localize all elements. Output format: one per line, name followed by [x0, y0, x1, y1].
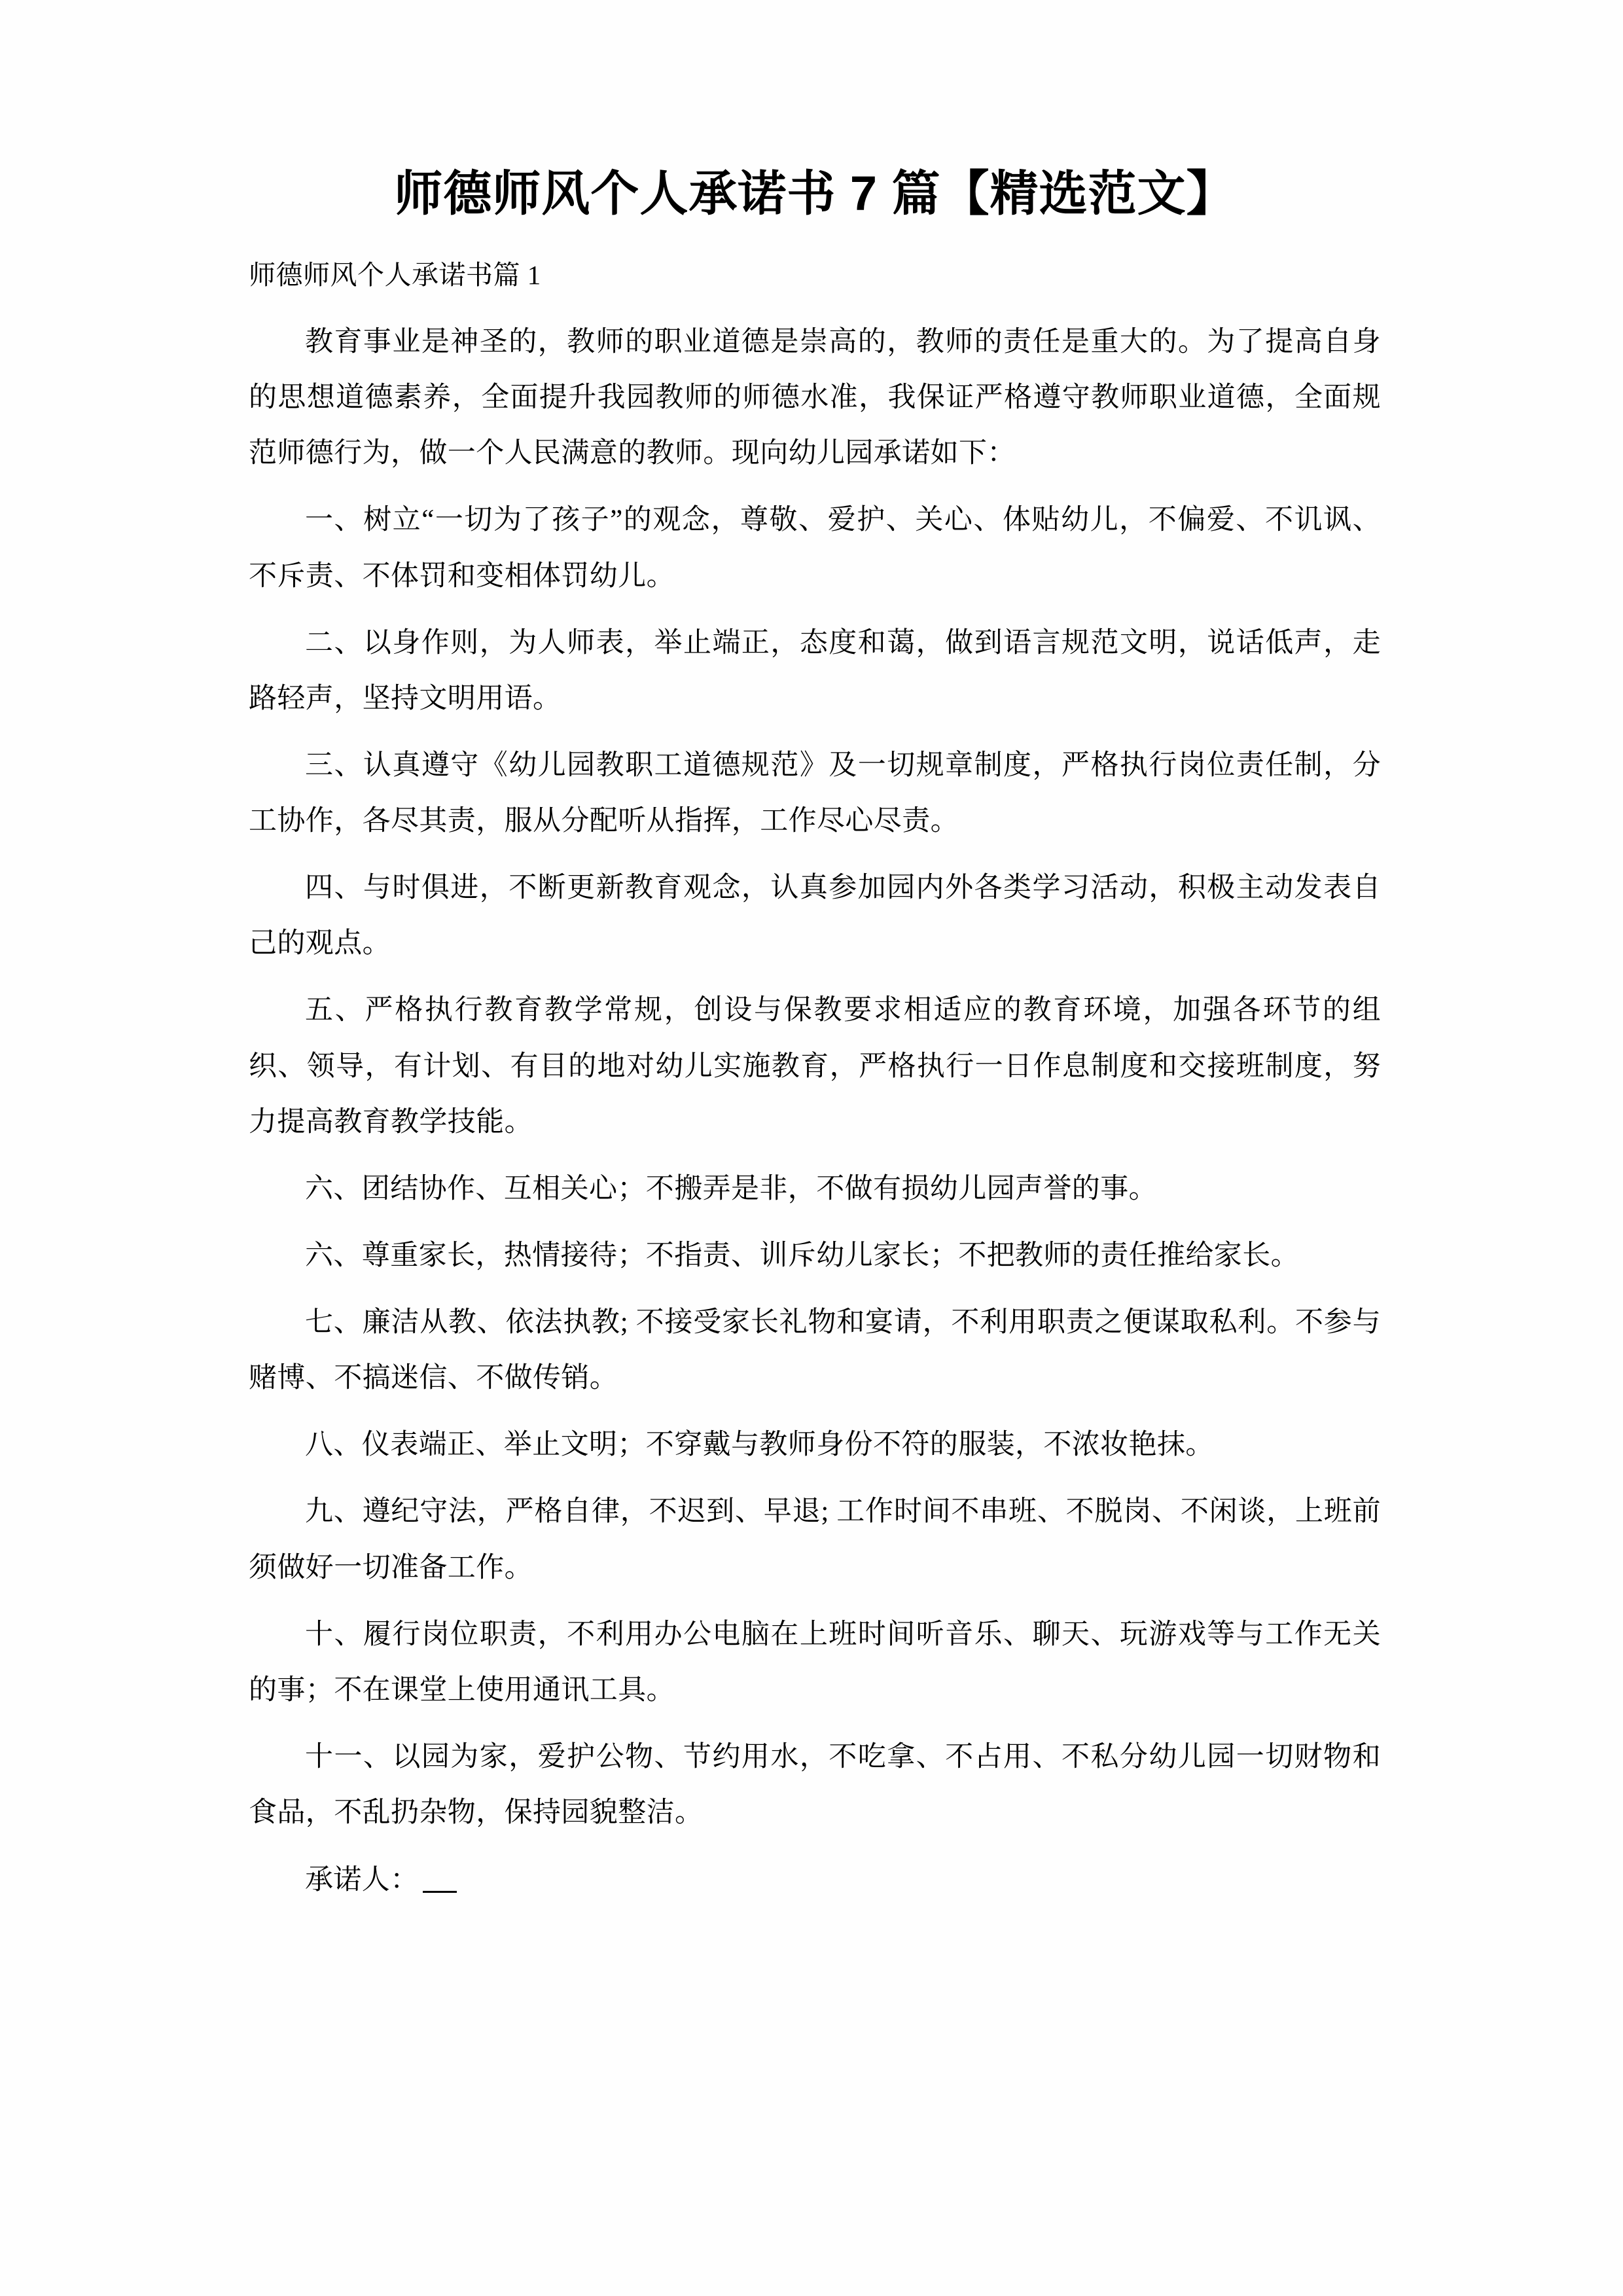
- paragraph: 四、与时俱进，不断更新教育观念，认真参加园内外各类学习活动，积极主动发表自己的观点。: [249, 872, 1381, 960]
- paragraph: 二、以身作则，为人师表，举止端正，态度和蔼，做到语言规范文明，说话低声，走路轻声，坚持文明用语。: [249, 627, 1381, 714]
- paragraph: 十一、以园为家，爱护公物、节约用水，不吃拿、不占用、不私分幼儿园一切财物和食品，不乱扔杂物，保持园貌整洁。: [249, 1741, 1381, 1829]
- paragraph: 六、团结协作、互相关心；不搬弄是非，不做有损幼儿园声誉的事。: [305, 1173, 1157, 1204]
- paragraph: 教育事业是神圣的，教师的职业道德是崇高的，教师的责任是重大的。为了提高自身的思想道德素养，全面提升我园教师的师德水准，我保证严格遵守教师职业道德，全面规范师德行为，做一个人民满意的教师。现向幼儿园承诺如下：: [249, 327, 1381, 469]
- signature-label: 承诺人：: [305, 1865, 419, 1896]
- paragraph: 八、仪表端正、举止文明；不穿戴与教师身份不符的服装，不浓妆艳抹。: [305, 1429, 1214, 1461]
- document-body: [249, 164, 1381, 1908]
- page-title: 师德师风个人承诺书 7 篇【精选范文】: [394, 166, 1236, 221]
- paragraph: 一、树立“一切为了孩子”的观念，尊敬、爱护、关心、体贴幼儿，不偏爱、不讥讽、不斥责、不体罚和变相体罚幼儿。: [249, 505, 1381, 592]
- paragraph: 三、认真遵守《幼儿园教职工道德规范》及一切规章制度，严格执行岗位责任制，分工协作，各尽其责，服从分配听从指挥，工作尽心尽责。: [249, 749, 1381, 837]
- paragraph: 五、严格执行教育教学常规，创设与保教要求相适应的教育环境，加强各环节的组织、领导，有计划、有目的地对幼儿实施教育，严格执行一日作息制度和交接班制度，努力提高教育教学技能。: [249, 995, 1381, 1138]
- paragraph: 六、尊重家长，热情接待；不指责、训斥幼儿家长；不把教师的责任推给家长。: [305, 1240, 1299, 1271]
- paragraph: 十、履行岗位职责，不利用办公电脑在上班时间听音乐、聊天、玩游戏等与工作无关的事；不在课堂上使用通讯工具。: [249, 1619, 1381, 1706]
- paragraph: 七、廉洁从教、依法执教; 不接受家长礼物和宴请，不利用职责之便谋取私利。不参与赌博、不搞迷信、不做传销。: [249, 1307, 1381, 1394]
- signature-line: [249, 1852, 1381, 1908]
- signature-blank[interactable]: [423, 1891, 457, 1893]
- paragraph: 九、遵纪守法，严格自律，不迟到、早退; 工作时间不串班、不脱岗、不闲谈，上班前须做好一切准备工作。: [249, 1496, 1381, 1583]
- article-subtitle: 师德师风个人承诺书篇 1: [249, 259, 541, 290]
